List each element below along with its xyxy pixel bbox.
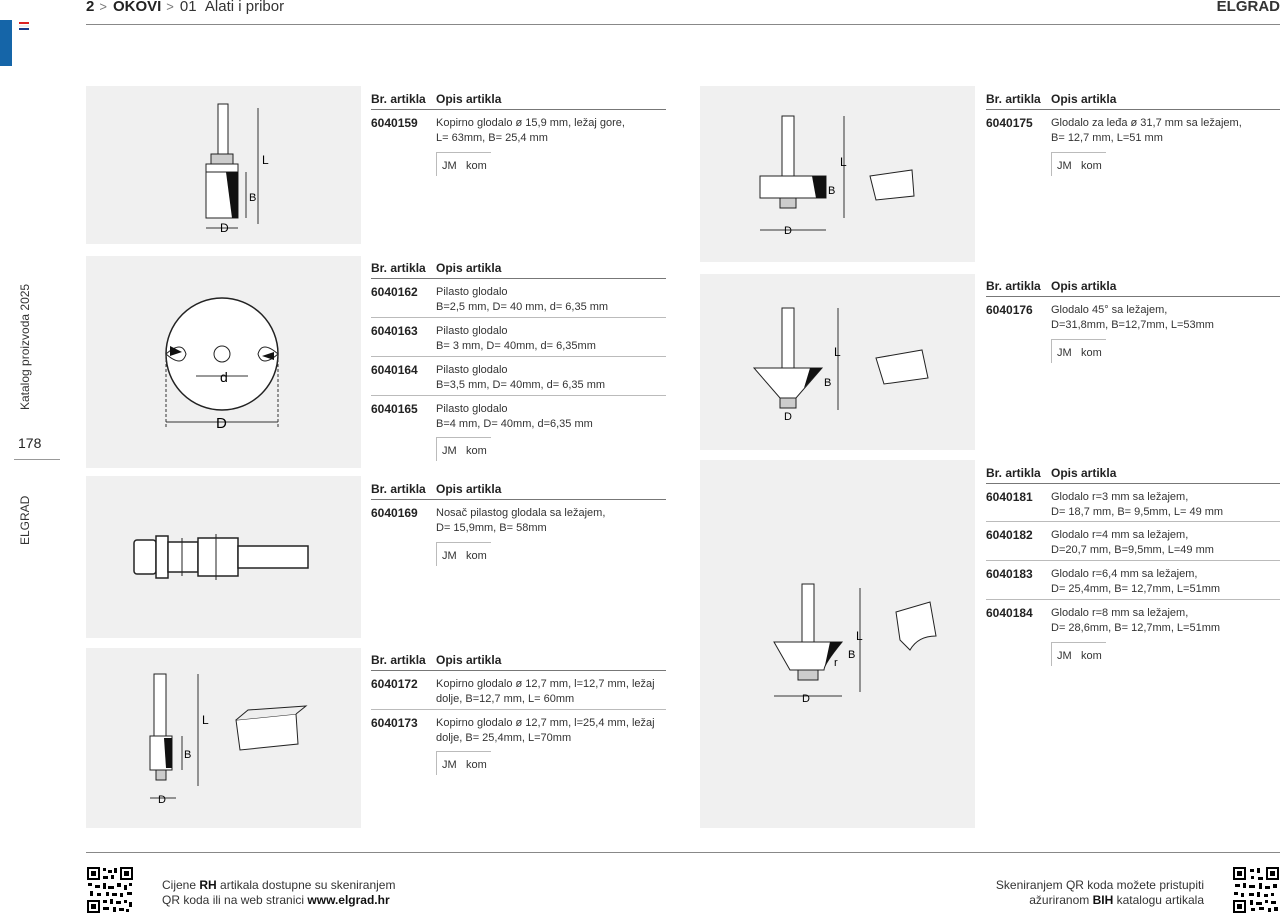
breadcrumb — [86, 0, 284, 15]
table-row[interactable] — [371, 357, 666, 396]
chevron-right-icon: > — [166, 0, 174, 14]
article-number: 6040181 — [986, 490, 1033, 504]
article-description: Nosač pilastog glodala sa ležajem, D= 15,9mm, B= 58mm — [436, 507, 606, 534]
header-description: Opis artikla — [1051, 279, 1117, 293]
dim-label-L: L — [840, 155, 847, 169]
table-header — [986, 86, 1280, 110]
table-header — [986, 460, 1280, 484]
unit-label: JM — [1057, 347, 1072, 359]
article-number: 6040184 — [986, 606, 1033, 620]
product-image-roundover-bit — [700, 460, 975, 828]
table-row[interactable] — [986, 297, 1280, 337]
unit-box — [436, 542, 491, 566]
dim-label-r: r — [834, 657, 838, 669]
dim-label-D: D — [802, 693, 810, 705]
product-table — [371, 647, 666, 771]
article-description: Pilasto glodalo B=2,5 mm, D= 40 mm, d= 6,35 mm — [436, 286, 609, 313]
article-number: 6040163 — [371, 324, 418, 338]
product-image-arbor — [86, 476, 361, 638]
section-color-bar — [0, 20, 12, 66]
header-article: Br. artikla — [371, 482, 426, 496]
article-number: 6040173 — [371, 716, 418, 730]
article-number: 6040162 — [371, 285, 418, 299]
unit-label: JM — [442, 445, 457, 457]
article-description: Pilasto glodalo B= 3 mm, D= 40mm, d= 6,35mm — [436, 325, 596, 352]
breadcrumb-sub-number[interactable]: 01 — [179, 0, 197, 15]
article-description: Pilasto glodalo B=3,5 mm, D= 40mm, d= 6,35 mm — [436, 364, 606, 391]
dim-label-D: D — [784, 225, 792, 237]
table-row[interactable] — [986, 484, 1280, 522]
article-number: 6040182 — [986, 528, 1033, 542]
dim-label-B: B — [249, 192, 257, 204]
header-article: Br. artikla — [986, 279, 1041, 293]
header-description: Opis artikla — [436, 653, 502, 667]
unit-value: kom — [466, 160, 487, 172]
footer-left-text: Cijene RH artikala dostupne su skeniranjem QR koda ili na web stranici www.elgrad.hr — [162, 878, 396, 907]
product-image-flush-trim-bit — [86, 86, 361, 244]
header-description: Opis artikla — [436, 261, 502, 275]
dim-label-B: B — [848, 649, 856, 661]
footer-divider — [86, 852, 1280, 853]
unit-label: JM — [1057, 650, 1072, 662]
table-row[interactable] — [371, 110, 666, 150]
catalog-label: Katalog proizvoda 2025 — [18, 283, 32, 410]
dim-label-D: D — [784, 411, 792, 423]
dim-label-L: L — [262, 153, 269, 167]
article-description: Glodalo 45° sa ležajem, D=31,8mm, B=12,7mm, L=53mm — [1051, 304, 1214, 331]
table-row[interactable] — [986, 561, 1280, 600]
product-table — [371, 86, 666, 172]
dim-label-B: B — [828, 185, 836, 197]
breadcrumb-sub-title[interactable]: Alati i pribor — [204, 0, 285, 15]
article-number: 6040176 — [986, 303, 1033, 317]
article-description: Glodalo za leđa ø 31,7 mm sa ležajem, B= 12,7 mm, L=51 mm — [1051, 117, 1242, 144]
unit-label: JM — [1057, 160, 1072, 172]
article-number: 6040164 — [371, 363, 418, 377]
table-header — [371, 476, 666, 500]
dim-label-d: d — [220, 369, 228, 385]
table-row[interactable] — [371, 396, 666, 435]
unit-label: JM — [442, 550, 457, 562]
article-number: 6040175 — [986, 116, 1033, 130]
brand-logo: ELGRAD — [1216, 0, 1280, 15]
unit-label: JM — [442, 759, 457, 771]
unit-box — [436, 437, 491, 461]
header-article: Br. artikla — [986, 466, 1041, 480]
table-row[interactable] — [371, 710, 666, 749]
table-header — [371, 255, 666, 279]
unit-box — [1051, 339, 1106, 363]
product-image-slot-cutter — [86, 256, 361, 468]
table-row[interactable] — [986, 110, 1280, 150]
article-number: 6040172 — [371, 677, 418, 691]
header-bar — [86, 0, 1280, 25]
header-article: Br. artikla — [371, 261, 426, 275]
unit-value: kom — [1081, 347, 1102, 359]
table-row[interactable] — [371, 279, 666, 318]
breadcrumb-section[interactable]: OKOVI — [112, 0, 162, 15]
dim-label-L: L — [856, 629, 863, 643]
article-number: 6040183 — [986, 567, 1033, 581]
unit-box — [1051, 642, 1106, 666]
header-article: Br. artikla — [371, 653, 426, 667]
table-header — [986, 273, 1280, 297]
qr-code-icon[interactable] — [1232, 866, 1280, 914]
rail-brand: ELGRAD — [18, 495, 32, 545]
dim-label-B: B — [824, 377, 832, 389]
product-table — [986, 273, 1280, 359]
article-description: Glodalo r=3 mm sa ležajem, D= 18,7 mm, B= 9,5mm, L= 49 mm — [1051, 491, 1224, 518]
article-description: Pilasto glodalo B=4 mm, D= 40mm, d=6,35 mm — [436, 403, 593, 430]
article-description: Kopirno glodalo ø 15,9 mm, ležaj gore, L= 63mm, B= 25,4 mm — [436, 117, 625, 144]
article-description: Glodalo r=6,4 mm sa ležajem, D= 25,4mm, B= 12,7mm, L=51mm — [1051, 568, 1221, 595]
table-row[interactable] — [986, 522, 1280, 561]
article-description: Glodalo r=8 mm sa ležajem, D= 28,6mm, B= 12,7mm, L=51mm — [1051, 607, 1221, 634]
header-description: Opis artikla — [436, 92, 502, 106]
page-number: 178 — [18, 435, 42, 451]
product-table — [371, 255, 666, 457]
unit-label: JM — [442, 160, 457, 172]
dim-label-L: L — [834, 345, 841, 359]
footer-right-text: Skeniranjem QR koda možete pristupiti ažuriranom BIH katalogu artikala — [995, 878, 1204, 907]
unit-value: kom — [466, 445, 487, 457]
product-image-chamfer-bit — [700, 274, 975, 450]
article-number: 6040159 — [371, 116, 418, 130]
flag-icon — [19, 22, 29, 30]
unit-value: kom — [1081, 650, 1102, 662]
article-description: Glodalo r=4 mm sa ležajem, D=20,7 mm, B=9,5mm, L=49 mm — [1051, 529, 1214, 556]
table-row[interactable] — [371, 318, 666, 357]
chevron-right-icon: > — [99, 0, 107, 14]
dim-label-L: L — [202, 713, 209, 727]
unit-value: kom — [1081, 160, 1102, 172]
dim-label-B: B — [184, 749, 192, 761]
breadcrumb-page[interactable]: 2 — [86, 0, 95, 15]
unit-value: kom — [466, 759, 487, 771]
table-row[interactable] — [986, 600, 1280, 639]
unit-value: kom — [466, 550, 487, 562]
website-link[interactable]: www.elgrad.hr — [307, 893, 390, 907]
unit-box — [1051, 152, 1106, 176]
product-table — [986, 86, 1280, 172]
product-image-rabbet-bit — [700, 86, 975, 262]
header-description: Opis artikla — [436, 482, 502, 496]
product-table — [371, 476, 666, 562]
header-description: Opis artikla — [1051, 92, 1117, 106]
table-row[interactable] — [371, 671, 666, 710]
article-number: 6040165 — [371, 402, 418, 416]
header-article: Br. artikla — [371, 92, 426, 106]
rail-divider — [14, 459, 60, 460]
dim-label-D: D — [220, 221, 229, 235]
header-description: Opis artikla — [1051, 466, 1117, 480]
table-header — [371, 86, 666, 110]
qr-code-icon[interactable] — [86, 866, 134, 914]
table-header — [371, 647, 666, 671]
product-table — [986, 460, 1280, 662]
dim-label-D: D — [158, 794, 166, 806]
article-description: Kopirno glodalo ø 12,7 mm, l=25,4 mm, ležaj dolje, B= 25,4mm, L=70mm — [436, 717, 655, 744]
header-article: Br. artikla — [986, 92, 1041, 106]
unit-box — [436, 152, 491, 176]
dim-label-D: D — [216, 415, 227, 432]
unit-box — [436, 751, 491, 775]
article-number: 6040169 — [371, 506, 418, 520]
product-image-bottom-bearing-bit — [86, 648, 361, 828]
table-row[interactable] — [371, 500, 666, 540]
article-description: Kopirno glodalo ø 12,7 mm, l=12,7 mm, ležaj dolje, B=12,7 mm, L= 60mm — [436, 678, 655, 705]
